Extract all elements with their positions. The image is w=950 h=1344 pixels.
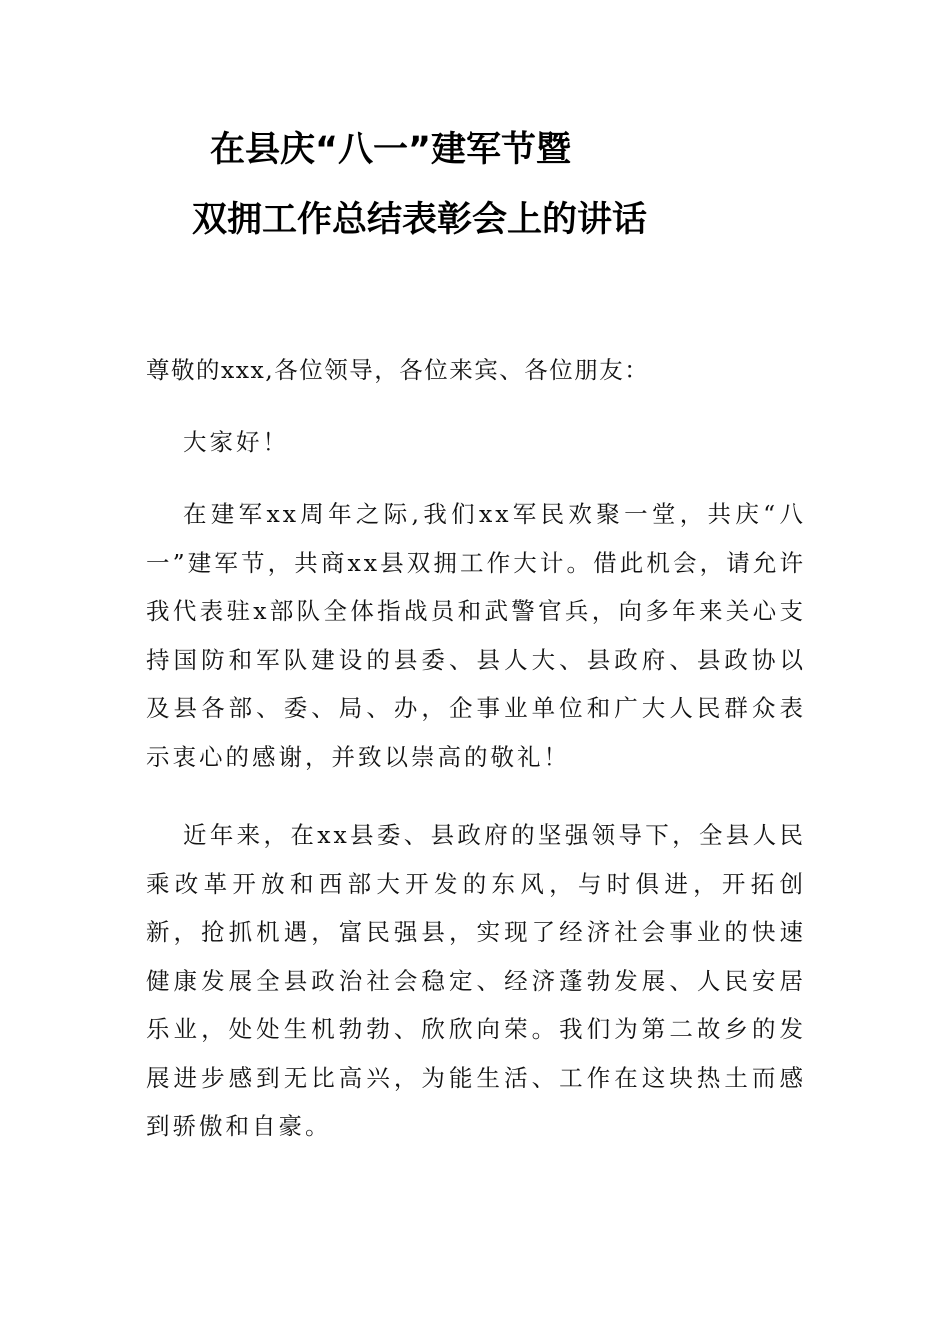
paragraph-1: 在建军xx周年之际,我们xx军民欢聚一堂，共庆“八一”建军节，共商xx县双拥工作大计。借此机会，请允许我代表驻x部队全体指战员和武警官兵，向多年来关心支持国防和军队建设的县委、县人大、县政府、县政协以及县各部、委、局、办，企事业单位和广大人民群众表示衷心的感谢，并致以崇高的敬礼！	[146, 500, 806, 771]
title-line-2: 双拥工作总结表彰会上的讲话	[192, 200, 648, 240]
greeting: 大家好！	[183, 428, 289, 456]
salutation: 尊敬的xxx,各位领导，各位来宾、各位朋友：	[146, 356, 650, 384]
title-line-1: 在县庆“八一”建军节暨	[210, 130, 572, 170]
paragraph-2: 近年来，在xx县委、县政府的坚强领导下，全县人民乘改革开放和西部大开发的东风，与时俱进，开拓创新，抢抓机遇，富民强县，实现了经济社会事业的快速健康发展全县政治社会稳定、经济蓬勃发展、人民安居乐业，处处生机勃勃、欣欣向荣。我们为第二故乡的发展进步感到无比高兴，为能生活、工作在这块热土而感到骄傲和自豪。	[146, 821, 806, 1140]
